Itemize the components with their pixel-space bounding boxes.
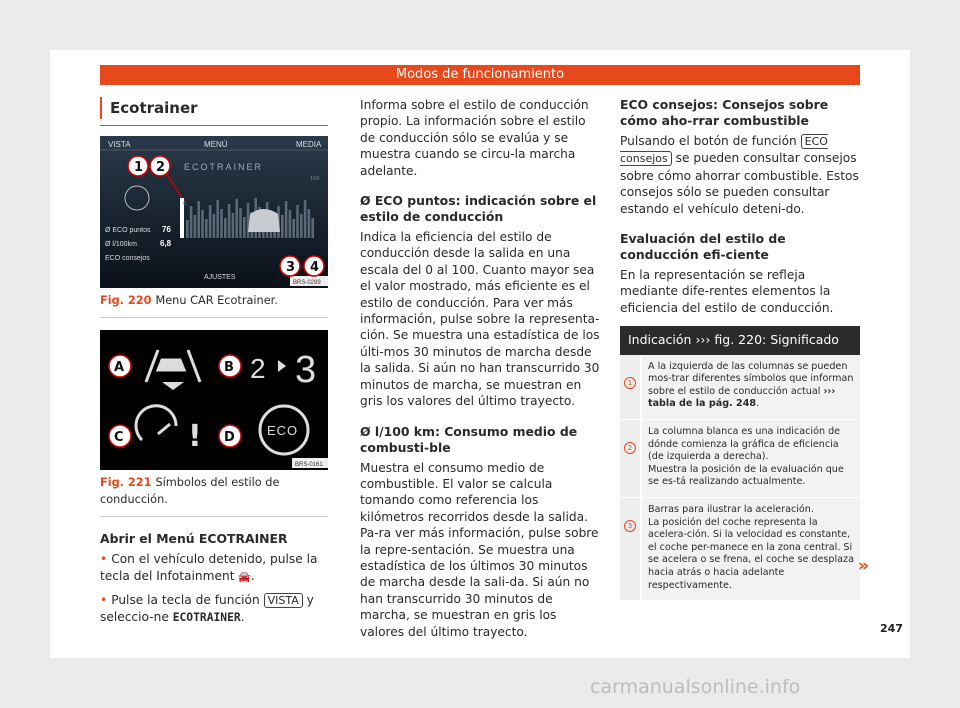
efficiency-bar [201, 210, 204, 238]
caption-text: Símbolos del estilo de conducción. [100, 476, 280, 506]
efficiency-bar [220, 209, 223, 238]
efficiency-bar [213, 214, 216, 238]
bullet-icon: • [100, 593, 108, 608]
figure-code: BRS-0161 [295, 462, 323, 469]
infotainment-car-icon: 🚘 [238, 571, 251, 583]
table-header: Indicación ››› fig. 220: Significado [620, 326, 860, 354]
menu-menu: MENÚ [204, 140, 228, 149]
efficiency-bar [209, 205, 212, 238]
paragraph-evaluacion: En la representación se refleja mediante dife-rentes elementos la eficiencia del estilo de conducción. [620, 268, 834, 315]
symbols-illustration [100, 330, 328, 470]
bullet-2: • Pulse la tecla de función VISTA y seleccio-ne ECOTRAINER. [100, 593, 314, 625]
heading-evaluacion: Evaluación del estilo de conducción efi-ciente [620, 231, 786, 263]
brand-text: ECOTRAINER [184, 162, 264, 172]
row-description: A la izquierda de las columnas se pueden mos-trar diferentes símbolos que informan sobre el estilo de conducción actual ››› tabla de la pág. 248. [642, 355, 860, 419]
paragraph-eco-consejos: Pulsando el botón de función ECO consejos se pueden consultar consejos sobre cómo ahorrar combustible. Estos consejos sólo se pueden consultar estando el vehículo deteni-do. [620, 134, 859, 216]
row-eco-puntos-value: 76 [162, 225, 171, 234]
continue-arrow: » [858, 556, 869, 576]
bullet-icon: • [100, 552, 108, 567]
ecotrainer-menu-name: ECOTRAINER [172, 611, 241, 625]
excl-mark: ! [188, 419, 202, 455]
callout-3 [280, 256, 300, 276]
intro-paragraph: Informa sobre el estilo de conducción propio. La información sobre el estilo de conducción sólo se evalúa y se muestra cuando se circu-la marcha adelante. [360, 98, 589, 178]
page-header: Modos de funcionamiento [100, 65, 860, 85]
row-number-badge: 1 [624, 377, 636, 389]
table-row [620, 355, 860, 420]
efficiency-bar [194, 215, 197, 238]
efficiency-bar [300, 214, 303, 238]
vista-key: VISTA [264, 593, 303, 608]
svg-text:B: B [224, 360, 234, 376]
eco-consejos-key: ECO consejos [620, 135, 828, 166]
efficiency-bar [235, 199, 238, 238]
callout-4 [304, 256, 324, 276]
svg-text:4: 4 [310, 260, 320, 275]
efficiency-bar [232, 213, 235, 238]
efficiency-bar [190, 206, 193, 238]
meaning-table [620, 326, 860, 601]
svg-text:A: A [114, 360, 125, 376]
efficiency-bar [224, 218, 227, 238]
efficiency-bar [205, 219, 208, 238]
efficiency-bar [239, 208, 242, 238]
efficiency-bar [197, 201, 200, 238]
axis-top: 100 [310, 176, 320, 182]
callout-1 [128, 156, 148, 176]
figure-code: BRS-0299 [293, 280, 321, 286]
page-number: 247 [880, 622, 903, 635]
efficiency-bar [296, 205, 299, 238]
efficiency-bar [247, 203, 250, 238]
row-description: La columna blanca es una indicación de dónde comienza la gráfica de eficiencia (de izquierda a derecha). Muestra la posición de la evaluación que se es-tá realizando actualmente. [642, 420, 860, 497]
figure-caption-220 [100, 293, 328, 318]
heading-abrir-menu: Abrir el Menú ECOTRAINER [100, 531, 288, 547]
footer-ajustes: AJUSTES [204, 274, 236, 281]
efficiency-bar [216, 200, 219, 238]
efficiency-bar [289, 210, 292, 238]
ecotrainer-screen-illustration [100, 136, 328, 288]
column-left [100, 97, 328, 633]
row-consumo: Ø l/100km [105, 241, 137, 248]
gear-current: 2 [250, 353, 266, 385]
symbol-d-eco: ECO [267, 423, 299, 439]
figure-ecotrainer-menu [100, 136, 328, 288]
row-description: Barras para ilustrar la aceleración. La posición del coche representa la acelera-ción. Si la velocidad es constante, el coche per-manece en la zona central. Si se acelera o se frena, el coche se desplaza hacia atrás o hacia adelante respectivamente. [642, 498, 860, 600]
figure-caption-221 [100, 475, 328, 517]
menu-vista: VISTA [108, 140, 131, 149]
row-eco-consejos: ECO consejos [105, 255, 150, 262]
row-number-badge: 3 [624, 520, 636, 532]
table-row [620, 420, 860, 498]
efficiency-bar [281, 215, 284, 238]
caption-number: Fig. 220 [100, 294, 152, 307]
row-number-badge: 2 [624, 442, 636, 454]
efficiency-bar [228, 204, 231, 238]
bullet-1: • Con el vehículo detenido, pulse la tecla del Infotainment 🚘. [100, 552, 318, 583]
figure-driving-symbols [100, 330, 328, 470]
heading-eco-puntos: Ø ECO puntos: indicación sobre el estilo de conducción [360, 193, 597, 225]
gear-next: 3 [295, 349, 317, 392]
row-eco-puntos: Ø ECO puntos [105, 227, 151, 234]
efficiency-bar [308, 209, 311, 238]
efficiency-bar [186, 220, 189, 238]
row-consumo-value: 6,8 [160, 239, 172, 248]
column-middle [360, 97, 600, 646]
callout-2 [150, 156, 170, 176]
label-d [219, 425, 241, 447]
efficiency-bar [285, 201, 288, 238]
watermark: carmanualsonline.info [590, 676, 801, 698]
caption-number: Fig. 221 [100, 476, 152, 490]
paragraph-eco-puntos: Indica la eficiencia del estilo de conducción desde la salida en una escala del 0 al 100. Cuanto mayor sea el valor mostrado, más eficiente es el estilo de conducción. Para ver más información, pulse sobre la representa-ción. Se muestra una estadística de los últi-mos 30 minutos de marcha desde la salida. Si aún no han transcurrido 30 minutos de marcha, se muestran en gris los valores del último trayecto. [360, 230, 600, 409]
label-a [109, 355, 131, 377]
heading-consumo: Ø l/100 km: Consumo medio de combusti-ble [360, 423, 578, 455]
svg-text:1: 1 [134, 160, 144, 175]
car-icon [248, 209, 280, 232]
efficiency-bar [292, 219, 295, 238]
efficiency-bar [311, 218, 314, 238]
menu-media: MEDIA [296, 140, 322, 149]
svg-text:D: D [224, 430, 235, 446]
paragraph-consumo: Muestra el consumo medio de combustible. El valor se calcula tomando como referencia los kilómetros recorridos desde la salida. Pa-ra ver más información, pulse sobre la repre-sentación. Se muestra una estadística de los últimos 30 minutos de marcha desde la sali-da. Si aún no han transcurrido 30 minutos de marcha, se muestran en gris los valores del último trayecto. [360, 460, 599, 639]
table-reference-link[interactable]: ››› tabla de la pág. 248 [648, 385, 836, 410]
svg-text:3: 3 [286, 260, 296, 275]
label-c [109, 425, 131, 447]
efficiency-bar [304, 200, 307, 238]
column-right [620, 97, 860, 601]
axis-zero: 0 [183, 201, 187, 207]
title-divider [100, 125, 328, 126]
section-title: Ecotrainer [100, 97, 328, 119]
label-b [219, 355, 241, 377]
svg-text:C: C [114, 430, 124, 446]
table-row [620, 498, 860, 601]
efficiency-bar [243, 217, 246, 238]
heading-eco-consejos: ECO consejos: Consejos sobre cómo aho-rrar combustible [620, 97, 829, 128]
svg-text:2: 2 [156, 160, 166, 175]
caption-text: Menu CAR Ecotrainer. [155, 294, 278, 307]
